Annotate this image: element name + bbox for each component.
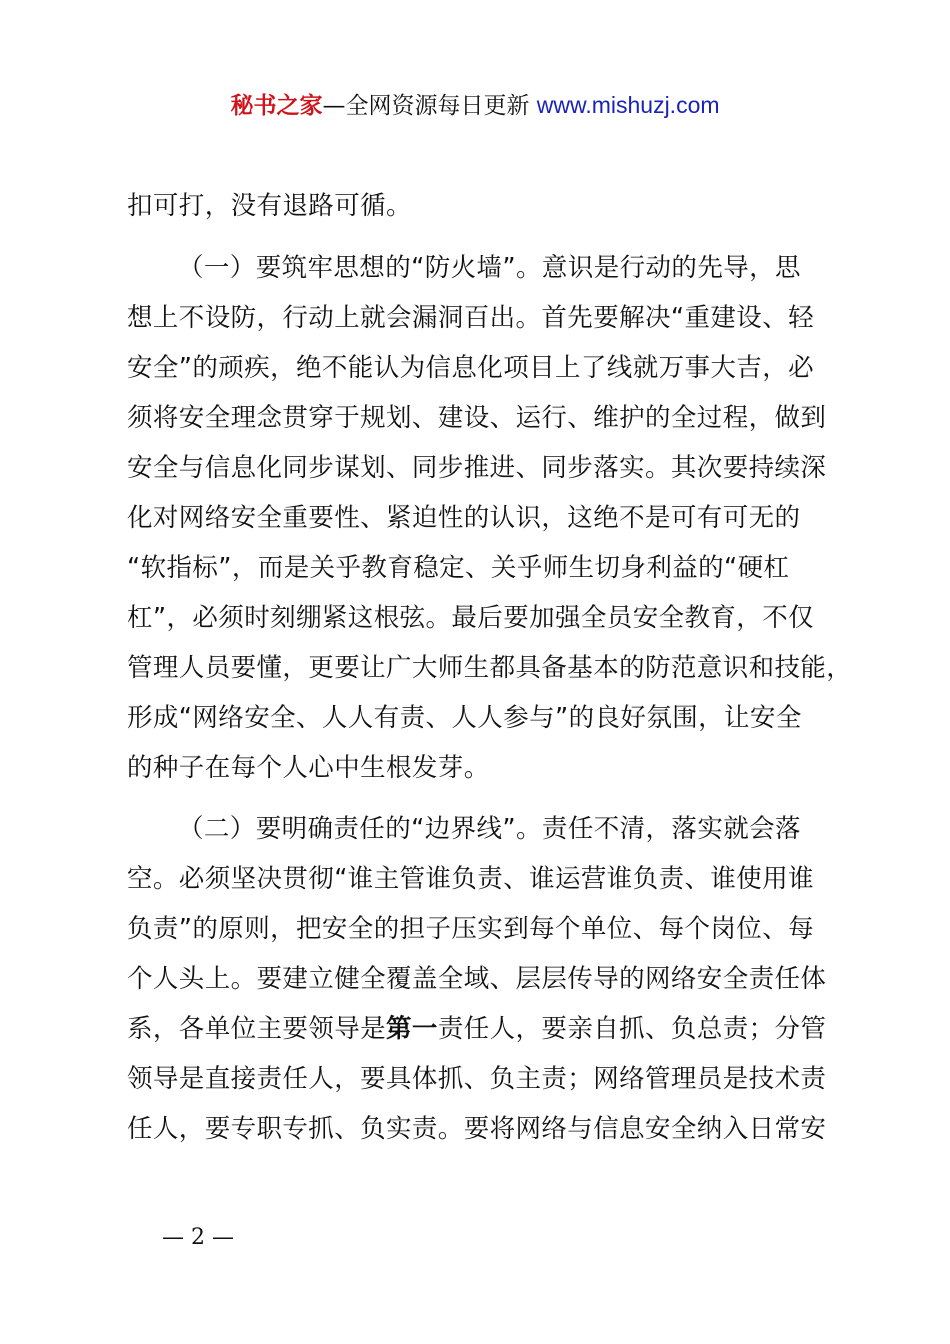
text-line: 任人，要专职专抓、负实责。要将网络与信息安全纳入日常安	[127, 1114, 827, 1144]
text-line: 个人头上。要建立健全覆盖全域、层层传导的网络安全责任体	[127, 964, 827, 994]
text-line: 须将安全理念贯穿于规划、建设、运行、维护的全过程，做到	[127, 403, 827, 433]
text-line: 安全”的顽疾，绝不能认为信息化项目上了线就万事大吉，必	[127, 353, 815, 383]
text-line: 扣可打，没有退路可循。	[127, 191, 412, 221]
text-line: 空。必须坚决贯彻“谁主管谁负责、谁运营谁负责、谁使用谁	[127, 864, 815, 894]
text-line: 杠”，必须时刻绷紧这根弦。最后要加强全员安全教育，不仅	[127, 603, 815, 633]
text-line: 管理人员要懂，更要让广大师生都具备基本的防范意识和技能，	[127, 653, 853, 683]
header-url-link[interactable]: www.mishuzj.com	[536, 92, 720, 118]
bold-text-segment: 第一	[386, 1014, 438, 1044]
header-brand: 秘书之家	[230, 93, 323, 119]
text-line-section-heading: （二）要明确责任的“边界线”。责任不清，落实就会落	[178, 814, 801, 844]
text-line: “软指标”，而是关乎教育稳定、关乎师生切身利益的“硬杠	[127, 553, 790, 583]
text-line: 负责”的原则，把安全的担子压实到每个单位、每个岗位、每	[127, 914, 815, 944]
text-segment: 系，各单位主要领导是	[127, 1014, 387, 1044]
text-line: 想上不设防，行动上就会漏洞百出。首先要解决“重建设、轻	[127, 303, 815, 333]
text-line-section-heading: （一）要筑牢思想的“防火墙”。意识是行动的先导，思	[178, 253, 801, 283]
header-tagline: —全网资源每日更新	[322, 93, 537, 119]
text-line: 形成“网络安全、人人有责、人人参与”的良好氛围，让安全	[127, 703, 802, 733]
page-number: — 2 —	[162, 1225, 234, 1250]
text-line: 安全与信息化同步谋划、同步推进、同步落实。其次要持续深	[127, 453, 827, 483]
text-line-with-bold	[127, 1011, 826, 1047]
text-line: 的种子在每个人心中生根发芽。	[127, 753, 490, 783]
text-line: 领导是直接责任人，要具体抓、负主责；网络管理员是技术责	[127, 1064, 827, 1094]
text-line: 化对网络安全重要性、紧迫性的认识，这绝不是可有可无的	[127, 503, 801, 533]
text-segment: 责任人，要亲自抓、负总责；分管	[437, 1014, 827, 1044]
